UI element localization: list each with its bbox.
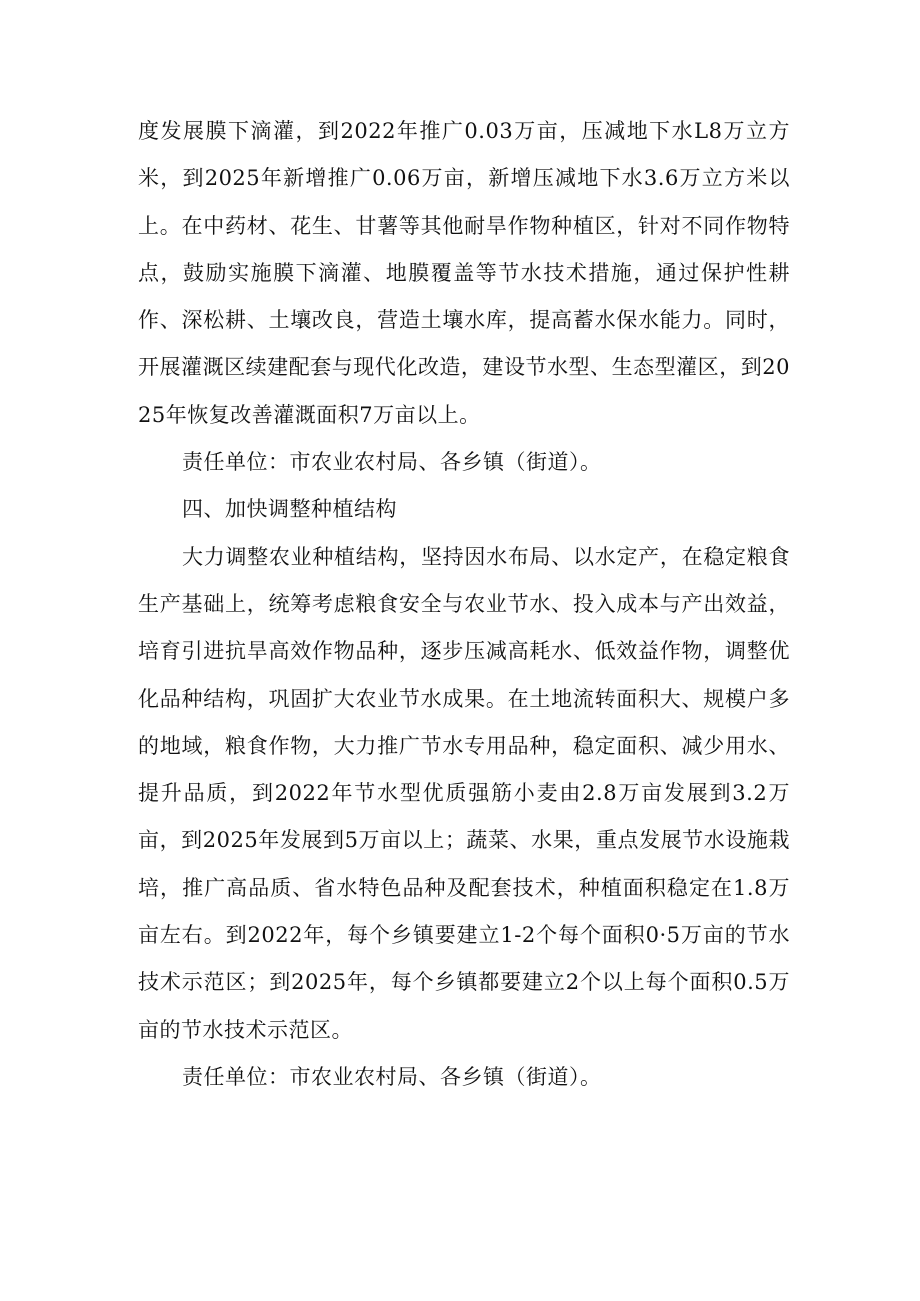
- section-heading-4: 四、加快调整种植结构: [182, 497, 397, 522]
- document-body: [138, 108, 790, 1101]
- responsible-unit-1: 责任单位：市农业农村局、各乡镇（街道）。: [182, 450, 602, 475]
- responsible-unit-2: 责任单位：市农业农村局、各乡镇（街道）。: [182, 1064, 602, 1089]
- paragraph-planting-structure: 大力调整农业种植结构，坚持因水布局、以水定产，在稳定粮食生产基础上，统筹考虑粮食安全与农业节水、投入成本与产出效益，培育引进抗旱高效作物品种，逐步压减高耗水、低效益作物，调整优化品种结构，巩固扩大农业节水成果。在土地流转面积大、规模户多的地域，粮食作物，大力推广节水专用品种，稳定面积、减少用水、提升品质，到2022年节水型优质强筋小麦由2.8万亩发展到3.2万亩，到2025年发展到5万亩以上；蔬菜、水果，重点发展节水设施栽培，推广高品质、省水特色品种及配套技术，种植面积稳定在1.8万亩左右。到2022年，每个乡镇要建立1-2个每个面积0·5万亩的节水技术示范区；到2025年，每个乡镇都要建立2个以上每个面积0.5万亩的节水技术示范区。: [138, 544, 790, 1042]
- paragraph-continuation: 度发展膜下滴灌，到2022年推广0.03万亩，压减地下水L8万立方米，到2025年新增推广0.06万亩，新增压减地下水3.6万立方米以上。在中药材、花生、甘薯等其他耐旱作物种植区，针对不同作物特点，鼓励实施膜下滴灌、地膜覆盖等节水技术措施，通过保护性耕作、深松耕、土壤改良，营造土壤水库，提高蓄水保水能力。同时，开展灌溉区续建配套与现代化改造，建设节水型、生态型灌区，到2025年恢复改善灌溉面积7万亩以上。: [138, 119, 790, 427]
